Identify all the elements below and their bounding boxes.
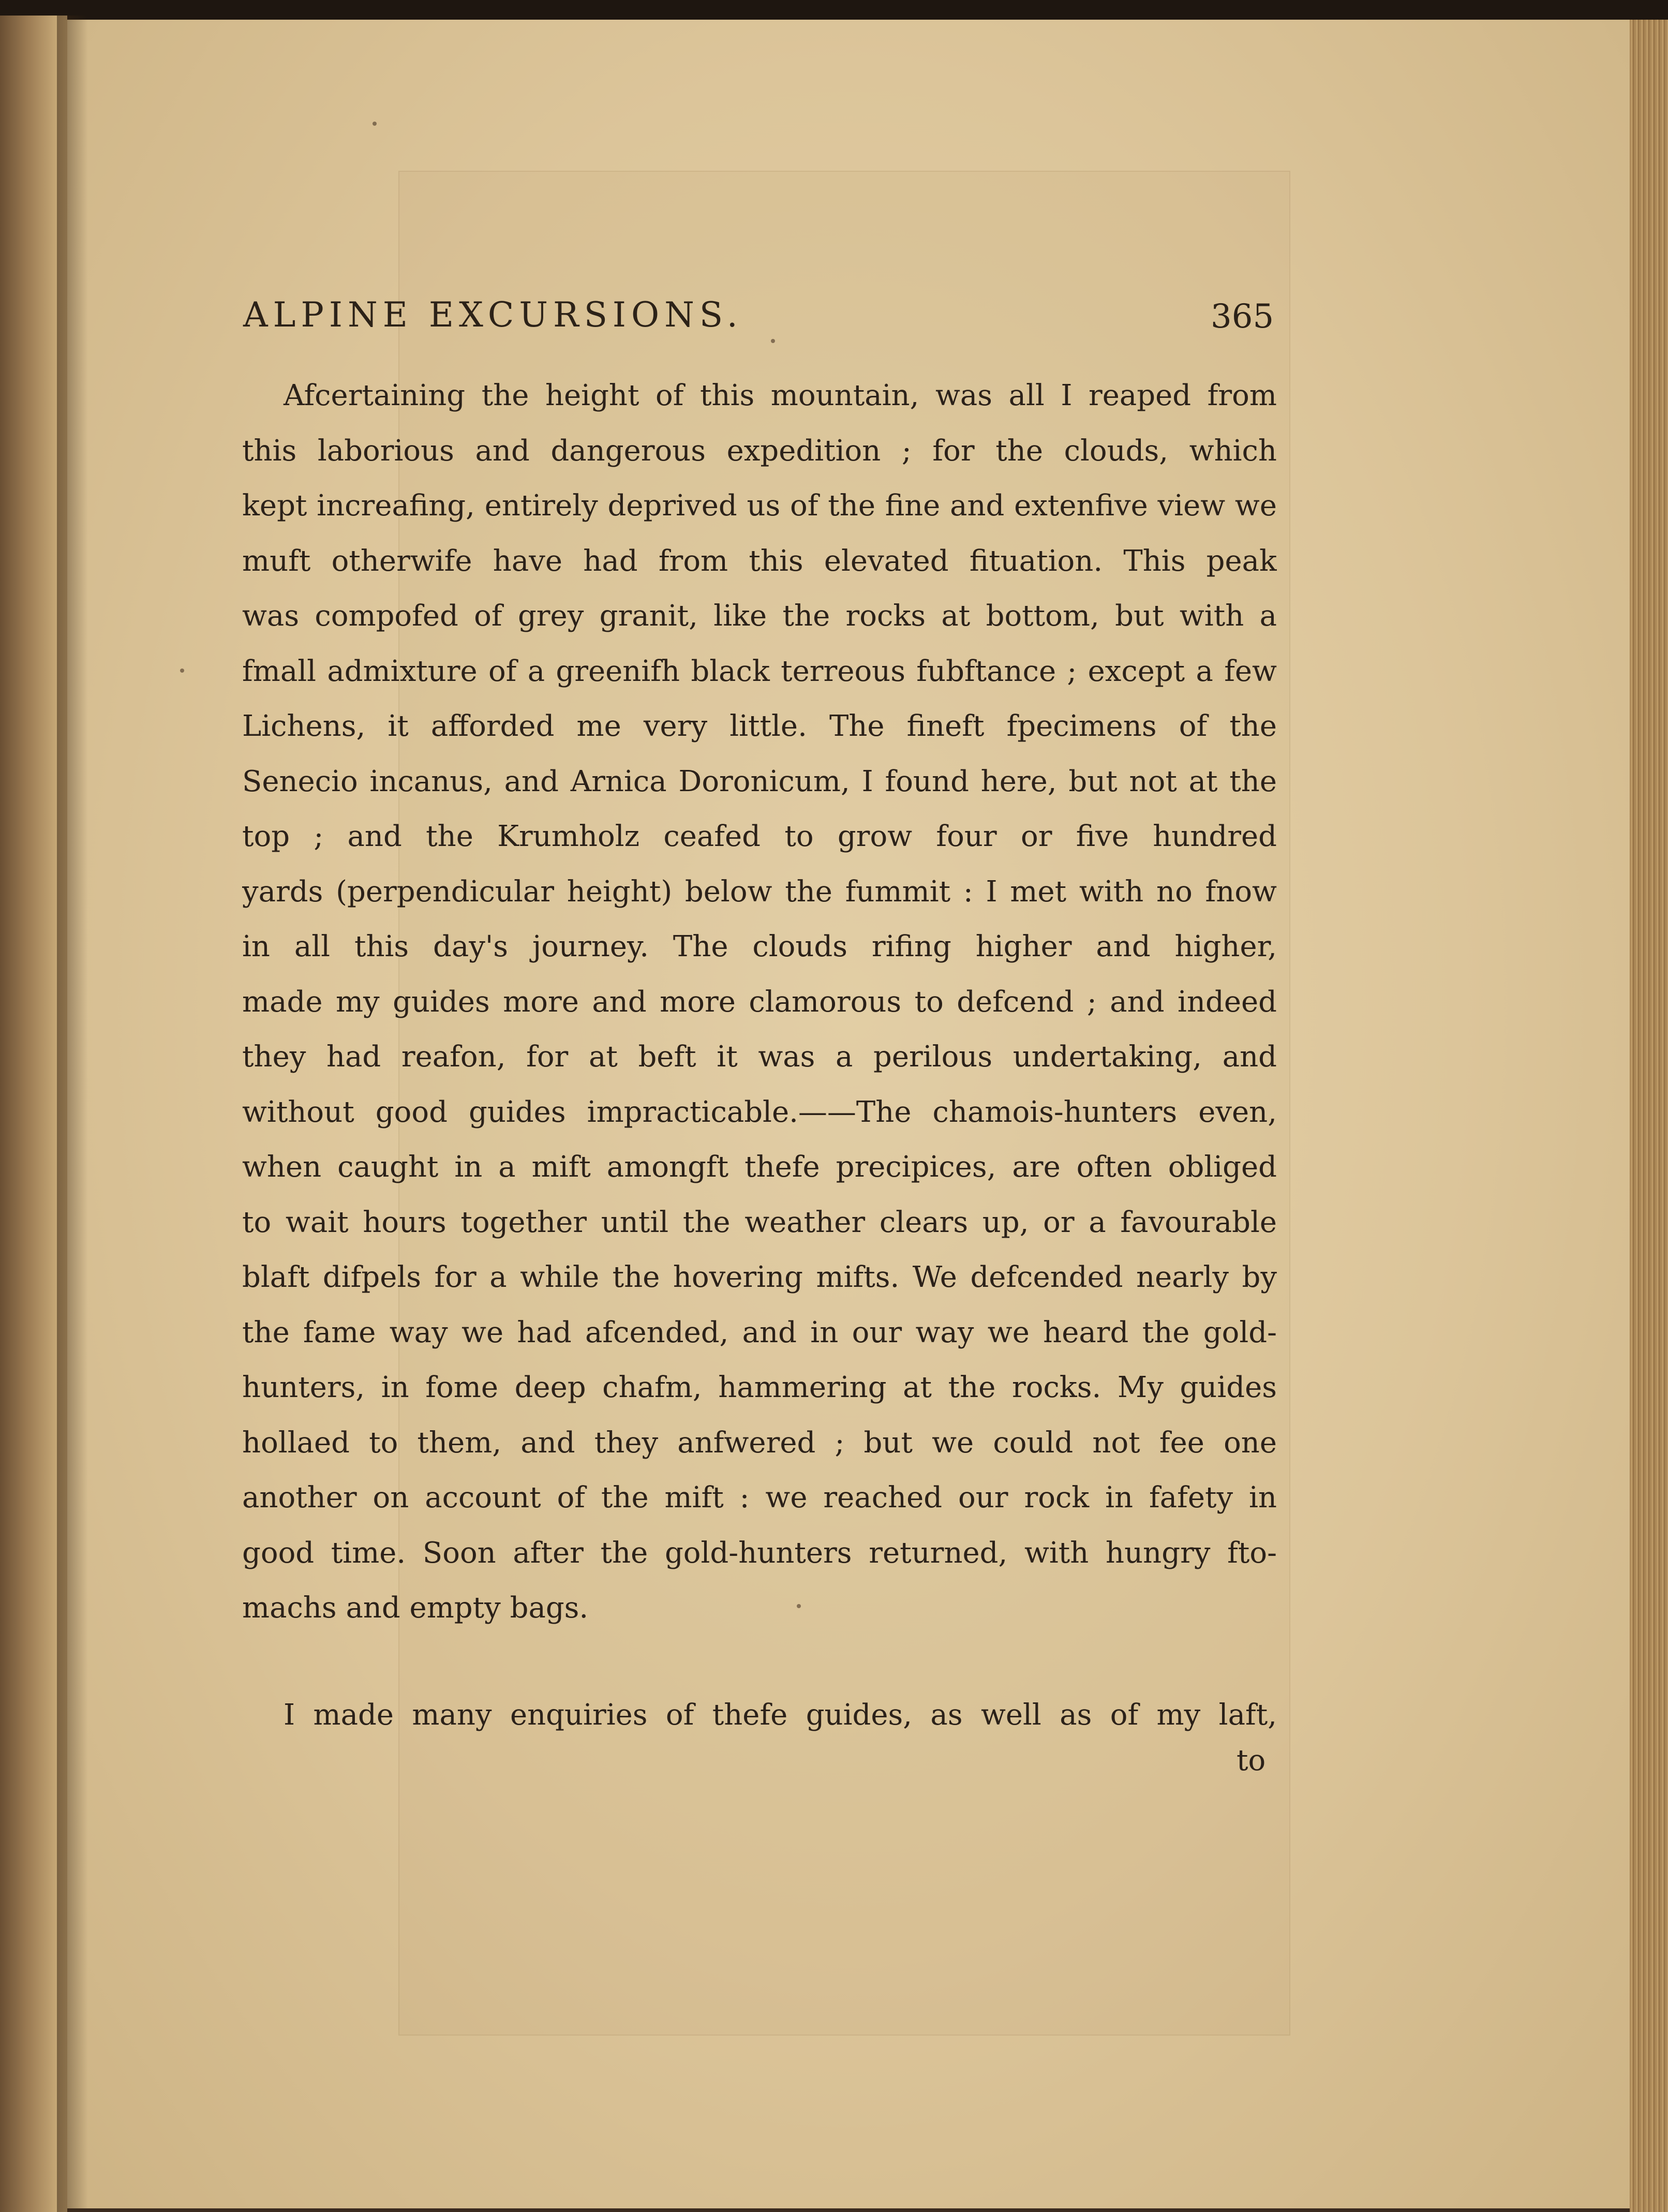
text-line: the fame way we had afcended, and in our way we heard the gold- bbox=[242, 1315, 1277, 1349]
text-line: yards (perpendicular height) below the fummit : I met with no fnow bbox=[242, 874, 1277, 909]
paragraph-gap bbox=[242, 1636, 1277, 1688]
page-number: 365 bbox=[1211, 298, 1274, 336]
page-block-edge bbox=[1630, 20, 1668, 2212]
text-line: kept increafing, entirely deprived us of the fine and extenfive view we bbox=[242, 489, 1277, 523]
catchword: to bbox=[1237, 1744, 1266, 1777]
text-line: this laborious and dangerous expedition ; for the clouds, which bbox=[242, 434, 1277, 468]
text-line: was compofed of grey granit, like the rocks at bottom, but with a bbox=[242, 599, 1277, 633]
text-line: I made many enquiries of thefe guides, as well as of my laft, bbox=[284, 1698, 1277, 1732]
text-line: hunters, in fome deep chafm, hammering at the rocks. My guides bbox=[242, 1371, 1277, 1404]
text-line: fmall admixture of a greenifh black terreous fubftance ; except a few bbox=[242, 654, 1277, 688]
text-line: blaft difpels for a while the hovering mifts. We defcended nearly by bbox=[242, 1260, 1277, 1294]
body-text bbox=[242, 368, 1277, 1743]
text-line: machs and empty bags. bbox=[242, 1591, 589, 1625]
paper-speck bbox=[180, 669, 184, 673]
text-line: Senecio incanus, and Arnica Doronicum, I found here, but not at the bbox=[242, 764, 1277, 798]
text-line: made my guides more and more clamorous to defcend ; and indeed bbox=[242, 985, 1277, 1019]
paper-speck bbox=[373, 122, 377, 126]
paper-speck bbox=[771, 339, 775, 343]
text-line: in all this day's journey. The clouds rifing higher and higher, bbox=[242, 930, 1277, 963]
paper-speck bbox=[797, 1604, 801, 1608]
text-line: to wait hours together until the weather clears up, or a favourable bbox=[242, 1205, 1277, 1239]
text-line: they had reafon, for at beft it was a perilous undertaking, and bbox=[242, 1040, 1277, 1074]
running-head: ALPINE EXCURSIONS. bbox=[243, 295, 743, 335]
text-line: Lichens, it afforded me very little. The fineft fpecimens of the bbox=[242, 709, 1277, 743]
text-line: when caught in a mift amongft thefe precipices, are often obliged bbox=[242, 1150, 1277, 1184]
text-line: without good guides impracticable.——The chamois-hunters even, bbox=[242, 1095, 1277, 1129]
text-line: Afcertaining the height of this mountain, was all I reaped from bbox=[284, 379, 1277, 412]
text-line: top ; and the Krumholz ceafed to grow four or five hundred bbox=[242, 820, 1277, 853]
text-line: hollaed to them, and they anfwered ; but we could not fee one bbox=[242, 1426, 1277, 1460]
gutter-shadow bbox=[57, 16, 88, 2212]
scan-background-strip bbox=[0, 0, 1668, 22]
text-line: another on account of the mift : we reached our rock in fafety in bbox=[242, 1481, 1277, 1515]
text-line: muft otherwife have had from this elevated fituation. This peak bbox=[242, 544, 1277, 578]
text-line: good time. Soon after the gold-hunters returned, with hungry fto- bbox=[242, 1536, 1277, 1570]
